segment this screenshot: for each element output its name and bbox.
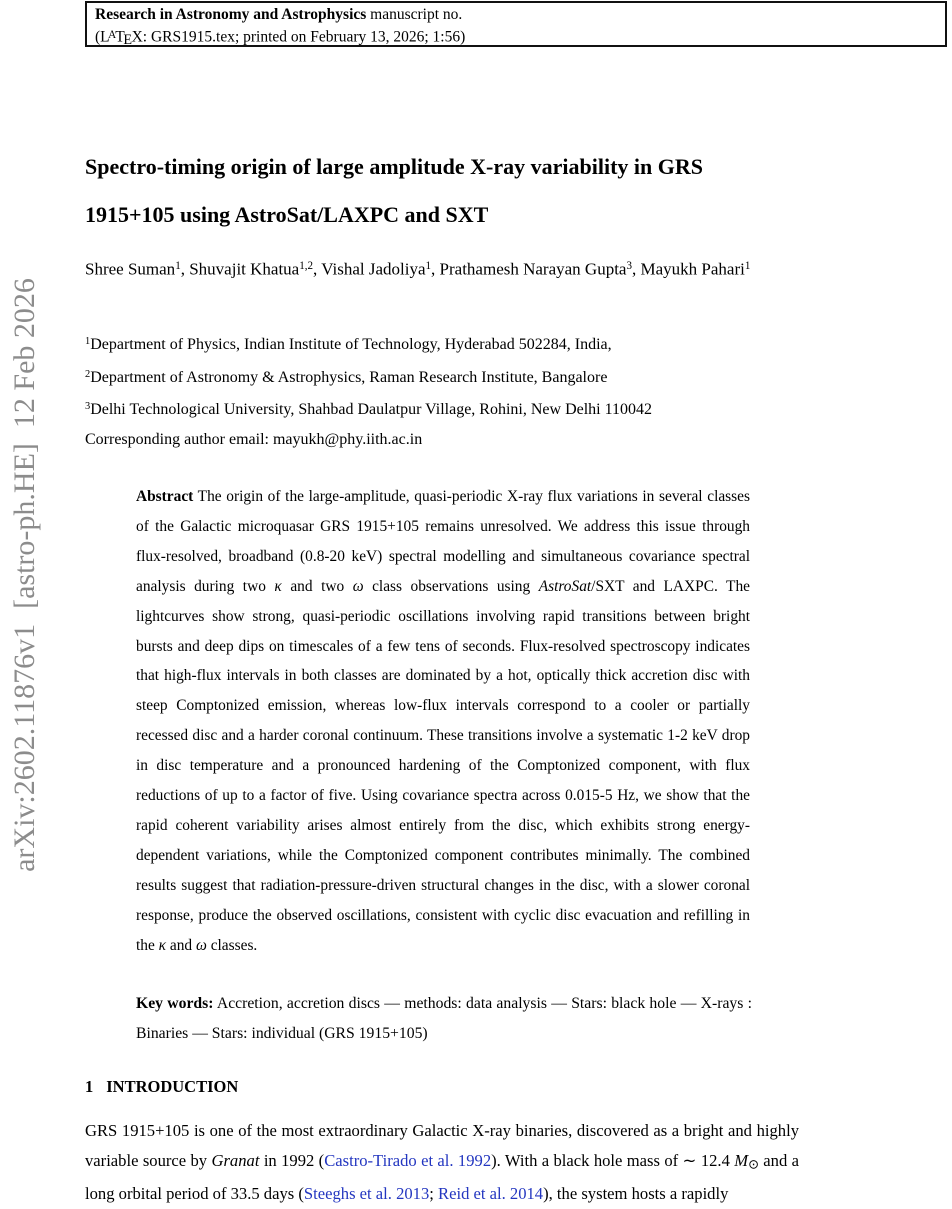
citation-link[interactable]: Steeghs et al. 2013 — [303, 1183, 430, 1203]
text-segment: 3 — [85, 401, 91, 413]
abstract-paragraph — [136, 482, 750, 961]
text-segment: , Vishal Jadoliya — [313, 259, 426, 279]
text-segment: ω — [352, 577, 364, 595]
text-segment: GRS 1915+105 is one of the most extraordinary Galactic X-ray binaries, discovered as a bright and highly variable source by — [85, 1121, 799, 1170]
journal-header-line1 — [95, 5, 937, 25]
text-segment: X: GRS1915.tex; printed on February 13, 2026; 1:56) — [131, 28, 466, 46]
text-segment: 1 — [85, 1077, 94, 1096]
text-segment: A — [108, 29, 117, 41]
text-segment: in 1992 ( — [259, 1150, 325, 1170]
text-segment: Research in Astronomy and Astrophysics — [95, 6, 367, 23]
text-segment: 1 — [175, 260, 181, 272]
section-heading-introduction — [85, 1077, 238, 1097]
text-segment: ⊙ — [748, 1156, 759, 1172]
text-segment: Abstract — [136, 488, 194, 505]
affiliation-3 — [85, 392, 845, 425]
text-segment: M — [734, 1150, 749, 1170]
text-segment: and — [166, 936, 196, 954]
text-segment: Corresponding author email: mayukh@phy.iith.ac.in — [85, 431, 423, 449]
text-segment: and two — [281, 577, 353, 595]
text-segment: 1,2 — [299, 260, 314, 272]
text-segment: ; — [429, 1183, 439, 1203]
text-segment: /SXT and LAXPC. The lightcurves show strong, quasi-periodic oscillations involving rapid transitions between bright bursts and deep dips on timescales of a few tens of seconds. Flux-resolved spectroscopy indicates that high-flux intervals in both classes are dominated by a hot, optically thick accretion disc with steep Comptonized emission, whereas low-flux intervals correspond to a cooler or partially recessed disc and a harder coronal continuum. These transitions involve a systematic 1-2 keV drop in disc temperature and a pronounced hardening of the Comptonized component, with flux reductions of up to a factor of five. Using covariance spectra across 0.015-5 Hz, we show that the rapid coherent variability arises almost entirely from the disc, which exhibits strong energy-dependent variations, while the Comptonized component contributes minimally. The combined results suggest that radiation-pressure-driven structural changes in the disc, with a slower coronal response, produce the observed oscillations, consistent with cyclic disc evacuation and refilling in the — [136, 577, 750, 954]
text-segment: Shree Suman — [85, 259, 176, 279]
text-segment: classes. — [206, 936, 258, 954]
text-segment: Granat — [211, 1150, 260, 1170]
text-segment: ω — [195, 936, 207, 954]
text-segment: E — [123, 32, 133, 47]
text-segment: ). With a black hole mass of ∼ 12.4 — [491, 1150, 735, 1170]
text-segment: INTRODUCTION — [106, 1077, 239, 1096]
text-segment: Key words: — [136, 995, 214, 1012]
text-segment: T — [115, 28, 125, 46]
text-segment: , Mayukh Pahari — [632, 259, 745, 279]
text-segment: 3 — [626, 260, 633, 272]
affiliation-1 — [85, 327, 845, 360]
introduction-paragraph — [85, 1116, 799, 1209]
text-segment: Delhi Technological University, Shahbad Daulatpur Village, Rohini, New Delhi 110042 — [90, 401, 653, 419]
text-segment: 1 — [85, 336, 91, 347]
paper-title: Spectro-timing origin of large amplitude X-ray variability in GRS 1915+105 using AstroSat/LAXPC and SXT — [85, 154, 704, 227]
text-segment: , Shuvajit Khatua — [180, 259, 300, 279]
text-segment: κ — [158, 936, 167, 954]
text-segment: manuscript no. — [366, 6, 463, 23]
text-segment: The origin of the large-amplitude, quasi-periodic X-ray flux variations in several classes of the Galactic microquasar GRS 1915+105 remains unresolved. We address this issue through flux-resolved, broadband (0.8-20 keV) spectral modelling and simultaneous covariance spectral analysis during two — [136, 488, 750, 595]
keywords-paragraph — [136, 989, 752, 1049]
text-segment: ), the system hosts a rapidly — [543, 1183, 729, 1203]
text-segment: Department of Physics, Indian Institute of Technology, Hyderabad 502284, India, — [90, 336, 612, 354]
text-segment: κ — [274, 577, 282, 595]
text-segment: 1 — [744, 260, 751, 272]
citation-link[interactable]: Reid et al. 2014 — [438, 1183, 544, 1203]
text-segment: 1 — [425, 260, 432, 272]
text-segment: Accretion, accretion discs — methods: data analysis — Stars: black hole — X-rays : Binaries — Stars: individual (GRS 1915+105) — [136, 995, 752, 1042]
affiliations-block — [85, 327, 845, 455]
text-segment: (L — [95, 28, 110, 46]
citation-link[interactable]: Castro-Tirado et al. 1992 — [324, 1150, 492, 1170]
text-segment: , Prathamesh Narayan Gupta — [431, 259, 627, 279]
text-segment: 2 — [85, 368, 91, 380]
text-segment: class observations using — [363, 577, 539, 595]
arxiv-watermark: arXiv:2602.11876v1 [astro-ph.HE] 12 Feb 2026 — [8, 278, 41, 872]
author-list — [85, 250, 815, 286]
journal-header-box — [85, 1, 947, 47]
text-segment: Department of Astronomy & Astrophysics, Raman Research Institute, Bangalore — [90, 368, 608, 386]
corresponding-author-email — [85, 425, 845, 455]
journal-header-line2 — [95, 25, 937, 47]
affiliation-2 — [85, 360, 845, 393]
text-segment: and a long orbital period of 33.5 days ( — [85, 1150, 800, 1203]
text-segment: AstroSat — [538, 577, 592, 595]
